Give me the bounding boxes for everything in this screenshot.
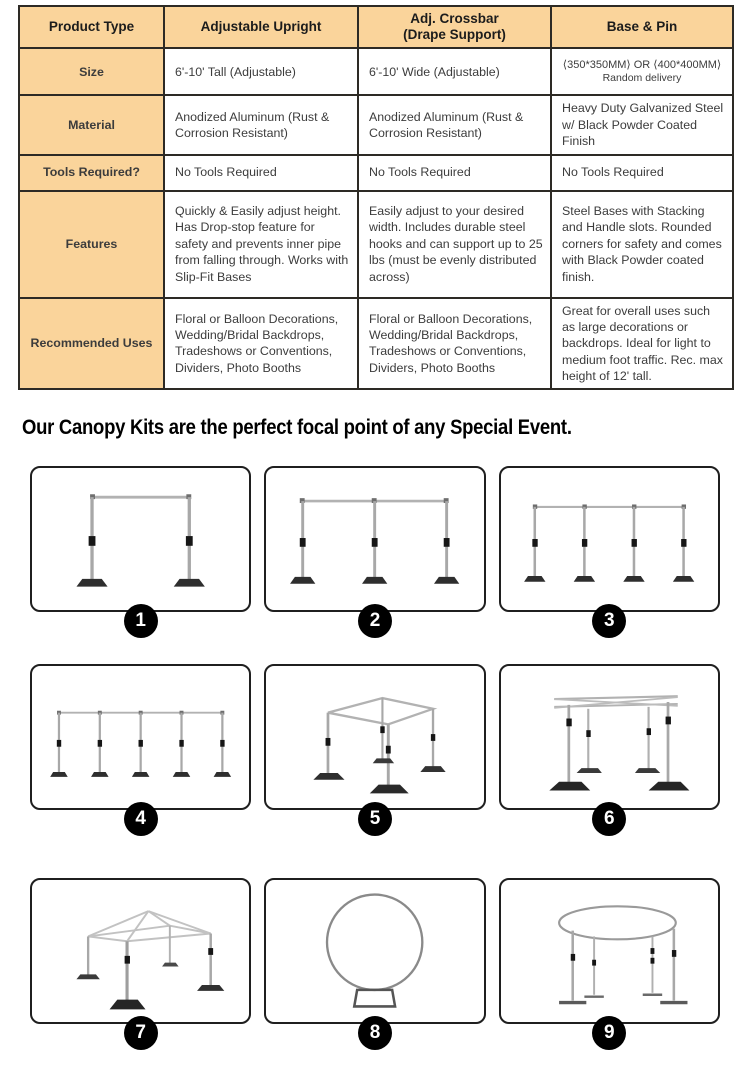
cell-size-base: [551, 48, 733, 95]
gallery-card-4: [30, 664, 251, 829]
gallery-card-2: [264, 466, 485, 631]
item-number-badge: 1: [124, 604, 158, 638]
row-label-tools: Tools Required?: [19, 155, 164, 191]
gallery-row-2: [30, 664, 720, 829]
table-row-tools: [19, 155, 733, 191]
row-label-recommended-uses: Recommended Uses: [19, 298, 164, 390]
gallery-card-9: [499, 878, 720, 1043]
item-number-badge: 6: [592, 802, 626, 836]
gallery-card-5: [264, 664, 485, 829]
header-adj-crossbar-line1: Adj. Crossbar: [410, 11, 499, 26]
cell-tools-crossbar: No Tools Required: [358, 155, 551, 191]
cell-features-upright: Quickly & Easily adjust height. Has Drop-stop feature for safety and prevents inner pipe from falling through. Works with Slip-Fit Bases: [164, 191, 358, 298]
header-adj-crossbar-line2: (Drape Support): [403, 27, 506, 43]
square-canopy-illustration: [266, 666, 483, 808]
item-number-badge: 3: [592, 604, 626, 638]
gallery-card-8: [264, 878, 485, 1043]
table-row-features: [19, 191, 733, 298]
item-number-badge: 5: [358, 802, 392, 836]
item-number-badge: 8: [358, 1016, 392, 1050]
kit-configuration-gallery: [30, 466, 720, 1043]
row-label-material: Material: [19, 95, 164, 154]
item-number-badge: 2: [358, 604, 392, 638]
cell-material-crossbar: Anodized Aluminum (Rust & Corrosion Resistant): [358, 95, 551, 154]
gallery-card-7: [30, 878, 251, 1043]
gallery-card-6: [499, 664, 720, 829]
row-label-features: Features: [19, 191, 164, 298]
table-row-material: [19, 95, 733, 154]
cell-recommended-upright: Floral or Balloon Decorations, Wedding/Bridal Backdrops, Tradeshows or Conventions, Dividers, Photo Booths: [164, 298, 358, 390]
cell-tools-base: No Tools Required: [551, 155, 733, 191]
item-number-badge: 4: [124, 802, 158, 836]
table-row-recommended-uses: [19, 298, 733, 390]
cell-recommended-base: Great for overall uses such as large decorations or backdrops. Ideal for light to medium foot traffic. Rec. max height of 12' tall.: [551, 298, 733, 390]
cell-features-crossbar: Easily adjust to your desired width. Includes durable steel hooks and can support up to 25 lbs (must be evenly distributed across): [358, 191, 551, 298]
round-canopy-illustration: [501, 880, 718, 1022]
canopy-kits-heading: Our Canopy Kits are the perfect focal point of any Special Event.: [22, 416, 572, 439]
header-base-pin: Base & Pin: [551, 6, 733, 48]
cell-recommended-crossbar: Floral or Balloon Decorations, Wedding/Bridal Backdrops, Tradeshows or Conventions, Dividers, Photo Booths: [358, 298, 551, 390]
cell-size-base-dimensions: ⟨350*350MM⟩ OR ⟨400*400MM⟩: [562, 59, 722, 72]
table-row-size: [19, 48, 733, 95]
two-panel-backdrop-illustration: [266, 468, 483, 610]
cell-size-upright: 6'-10' Tall (Adjustable): [164, 48, 358, 95]
cell-tools-upright: No Tools Required: [164, 155, 358, 191]
peaked-canopy-illustration: [32, 880, 249, 1022]
header-adj-crossbar: [358, 6, 551, 48]
gallery-card-1: [30, 466, 251, 631]
gallery-card-3: [499, 466, 720, 631]
product-comparison-table: [18, 5, 734, 390]
three-panel-backdrop-illustration: [501, 468, 718, 610]
cell-material-base: Heavy Duty Galvanized Steel w/ Black Powder Coated Finish: [551, 95, 733, 154]
square-canopy-double-crossbar-illustration: [501, 666, 718, 808]
header-adjustable-upright: Adjustable Upright: [164, 6, 358, 48]
cell-size-base-note: Random delivery: [602, 72, 682, 85]
cell-features-base: Steel Bases with Stacking and Handle slots. Rounded corners for safety and comes with Black Powder coated finish.: [551, 191, 733, 298]
gallery-row-1: [30, 466, 720, 631]
cell-material-upright: Anodized Aluminum (Rust & Corrosion Resistant): [164, 95, 358, 154]
row-label-size: Size: [19, 48, 164, 95]
single-panel-backdrop-illustration: [32, 468, 249, 610]
item-number-badge: 9: [592, 1016, 626, 1050]
gallery-row-3: [30, 878, 720, 1043]
item-number-badge: 7: [124, 1016, 158, 1050]
circle-backdrop-illustration: [266, 880, 483, 1022]
cell-size-crossbar: 6'-10' Wide (Adjustable): [358, 48, 551, 95]
four-panel-backdrop-illustration: [32, 666, 249, 808]
header-product-type: Product Type: [19, 6, 164, 48]
